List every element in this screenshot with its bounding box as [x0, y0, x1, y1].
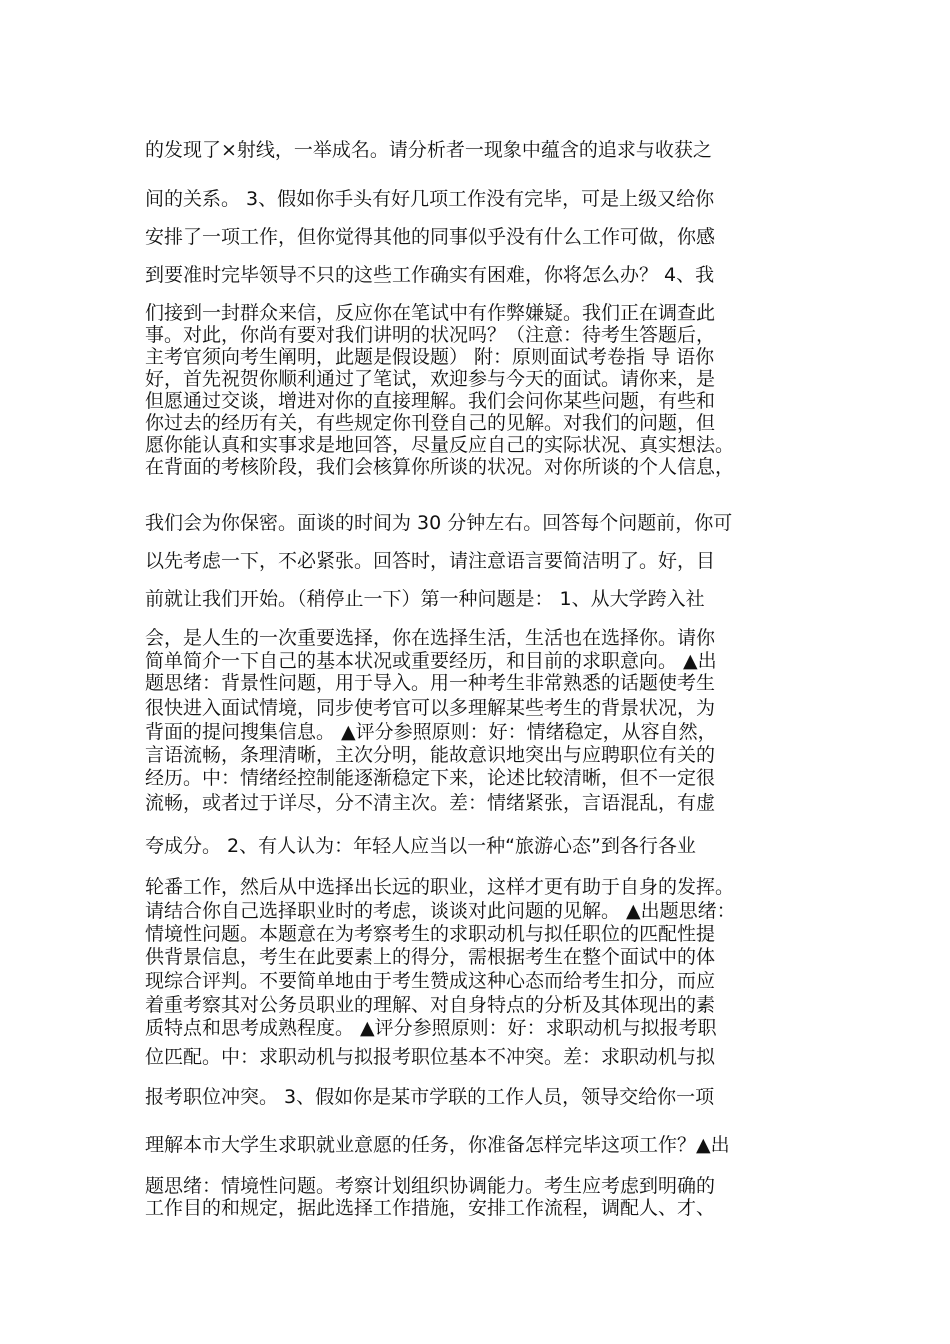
text-line: 到要准时完毕领导不只的这些工作确实有困难，你将怎么办？ 4、我 — [145, 264, 715, 286]
text-line: 情境性问题。本题意在为考察考生的求职动机与拟任职位的匹配性提 — [145, 923, 716, 945]
text-line: 我们会为你保密。面谈的时间为 30 分钟左右。回答每个问题前，你可 — [145, 512, 733, 534]
text-line: 流畅，或者过于详尽，分不清主次。差：情绪紧张，言语混乱，有虚 — [145, 792, 716, 814]
text-line: 言语流畅，条理清晰，主次分明，能故意识地突出与应聘职位有关的 — [145, 744, 716, 766]
text-line: 轮番工作，然后从中选择出长远的职业，这样才更有助于自身的发挥。 — [145, 876, 735, 898]
text-line: 题思绪：背景性问题，用于导入。用一种考生非常熟悉的话题使考生 — [145, 672, 716, 694]
text-line: 好，首先祝贺你顺利通过了笔试，欢迎参与今天的面试。请你来，是 — [145, 368, 716, 390]
text-line: 着重考察其对公务员职业的理解、对自身特点的分析及其体现出的素 — [145, 994, 716, 1016]
text-line: 主考官须向考生阐明，此题是假设题） 附：原则面试考卷指 导 语你 — [145, 346, 715, 368]
text-line: 愿你能认真和实事求是地回答，尽量反应自己的实际状况、真实想法。 — [145, 434, 735, 456]
text-line: 夸成分。 2、有人认为：年轻人应当以一种“旅游心态”到各行各业 — [145, 835, 696, 857]
text-line: 经历。中：情绪经控制能逐渐稳定下来，论述比较清晰，但不一定很 — [145, 767, 716, 789]
text-line: 以先考虑一下，不必紧张。回答时，请注意语言要简洁明了。好，目 — [145, 550, 716, 572]
text-line: 背面的提问搜集信息。 ▲评分参照原则：好：情绪稳定，从容自然， — [145, 721, 717, 743]
text-line: 请结合你自己选择职业时的考虑，谈谈对此问题的见解。 ▲出题思绪： — [145, 900, 736, 922]
text-line: 在背面的考核阶段，我们会核算你所谈的状况。对你所谈的个人信息， — [145, 456, 735, 478]
text-line: 工作目的和规定，据此选择工作措施，安排工作流程，调配人、才、 — [145, 1197, 716, 1219]
text-line: 简单简介一下自己的基本状况或重要经历，和目前的求职意向。 ▲出 — [145, 650, 717, 672]
text-line: 位匹配。中：求职动机与拟报考职位基本不冲突。差：求职动机与拟 — [145, 1046, 716, 1068]
text-line: 们接到一封群众来信，反应你在笔试中有作弊嫌疑。我们正在调查此 — [145, 302, 716, 324]
text-line: 事。对此，你尚有要对我们讲明的状况吗？（注意：待考生答题后， — [145, 324, 716, 346]
text-line: 报考职位冲突。 3、假如你是某市学联的工作人员，领导交给你一项 — [145, 1086, 715, 1108]
text-line: 现综合评判。不要简单地由于考生赞成这种心态而给考生扣分，而应 — [145, 970, 716, 992]
text-line: 但愿通过交谈，增进对你的直接理解。我们会问你某些问题，有些和 — [145, 390, 716, 412]
text-line: 你过去的经历有关，有些规定你刊登自己的见解。对我们的问题，但 — [145, 412, 716, 434]
text-line: 会，是人生的一次重要选择，你在选择生活，生活也在选择你。请你 — [145, 627, 716, 649]
text-line: 很快进入面试情境，同步使考官可以多理解某些考生的背景状况，为 — [145, 697, 716, 719]
text-line: 质特点和思考成熟程度。 ▲评分参照原则：好：求职动机与拟报考职 — [145, 1017, 717, 1039]
text-line: 前就让我们开始。（稍停止一下）第一种问题是： 1、从大学跨入社 — [145, 588, 705, 610]
text-line: 间的关系。 3、假如你手头有好几项工作没有完毕，可是上级又给你 — [145, 188, 715, 210]
text-line: 供背景信息，考生在此要素上的得分，需根据考生在整个面试中的体 — [145, 946, 716, 968]
text-line: 理解本市大学生求职就业意愿的任务，你准备怎样完毕这项工作？▲出 — [145, 1134, 730, 1156]
text-line: 安排了一项工作，但你觉得其他的同事似乎没有什么工作可做，你感 — [145, 226, 716, 248]
text-line: 题思绪：情境性问题。考察计划组织协调能力。考生应考虑到明确的 — [145, 1175, 716, 1197]
text-line: 的发现了×射线，一举成名。请分析者一现象中蕴含的追求与收获之 — [145, 139, 712, 161]
